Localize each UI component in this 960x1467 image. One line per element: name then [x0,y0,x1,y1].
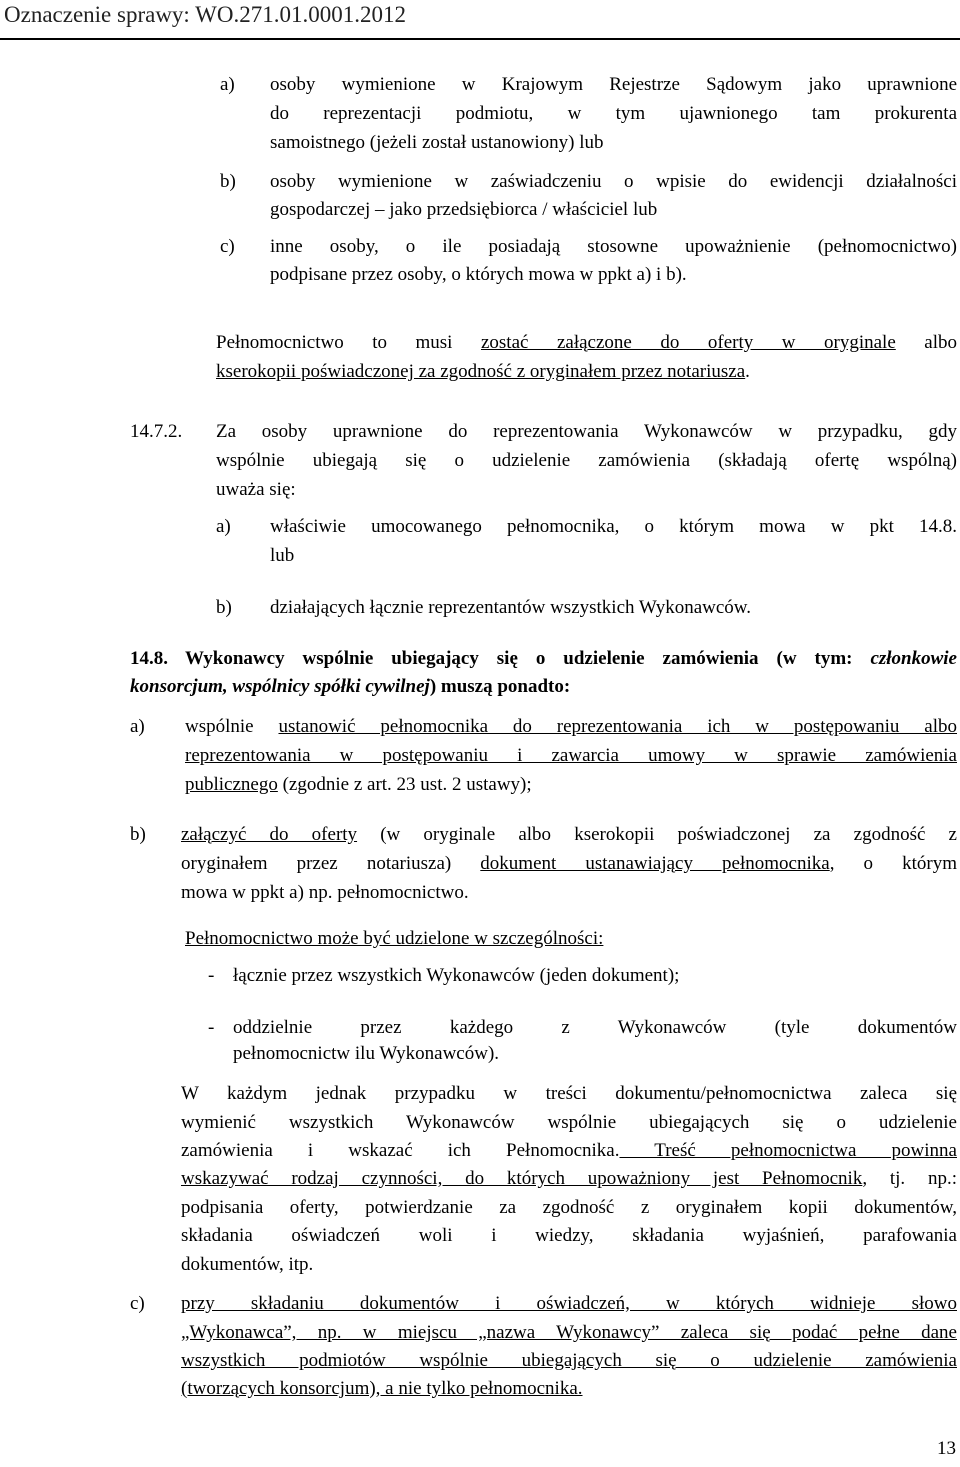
section-14-8-item-c-line3 [181,1350,957,1372]
page-header [0,0,960,40]
item-underlined: dokument ustanawiający pełnomocnika [480,853,830,874]
section-14-8-text: Wykonawcy wspólnie ubiegający się o udzielenie zamówienia (w tym: [185,648,871,669]
proxy-option-joint: łącznie przez wszystkich Wykonawców (jeden dokument); [233,965,680,986]
section-number-14-7-2: 14.7.2. [130,421,183,442]
list-item-b-line2: gospodarczej – jako przedsiębiorca / właściciel lub [270,199,658,220]
dash-marker: - [208,1017,215,1038]
section-14-8-item-a-line3 [185,774,532,796]
section-14-7-2-item-a-line1: właściwie umocowanego pełnomocnika, o którym mowa w pkt 14.8. [270,516,957,537]
proxy-note-text: . [745,361,750,382]
proxy-note-line1 [216,332,957,354]
section-14-8-line2 [130,676,570,698]
section-14-7-2-item-b-line1: działających łącznie reprezentantów wszystkich Wykonawców. [270,597,752,618]
item-text: (w oryginale albo kserokopii poświadczonej za zgodność z [357,824,957,845]
list-label-b: b) [216,597,232,618]
section-14-7-2-line1: Za osoby uprawnione do reprezentowania Wykonawców w przypadku, gdy [216,421,957,442]
item-underlined: (tworzących konsorcjum), a nie tylko pełnomocnika. [181,1378,583,1399]
list-label-a: a) [220,74,235,95]
section-14-8-text: ) muszą ponadto: [429,676,571,697]
proxy-note-line2 [216,361,750,383]
list-label-c: c) [220,236,235,257]
section-14-8-item-c-line2 [181,1322,957,1344]
proxy-note-underlined: zostać załączone do oferty w oryginale [480,332,896,353]
list-label-b: b) [220,171,236,192]
proxy-options-heading: Pełnomocnictwo może być udzielone w szczególności: [185,928,604,949]
paragraph-underlined: wskazywać rodzaj czynności, do których upoważniony jest Pełnomocnik [181,1168,863,1189]
list-item-a-line2: do reprezentacji podmiotu, w tym ujawnionego tam prokurenta [270,103,957,124]
item-underlined: publicznego [185,774,278,795]
item-underlined: przy składaniu dokumentów i oświadczeń, w których widnieje słowo [181,1293,957,1314]
list-item-a-line1: osoby wymienione w Krajowym Rejestrze Sądowym jako uprawnione [270,74,957,95]
section-14-8-item-c-line1 [181,1293,957,1315]
item-underlined: „Wykonawca”, np. w miejscu „nazwa Wykonawcy” zaleca się podać pełne dane [181,1322,957,1343]
item-underlined: reprezentowania w postępowaniu i zawarcia umowy w sprawie zamówienia [185,745,957,766]
section-number-14-8: 14.8. [130,648,168,669]
section-14-7-2-line3: uważa się: [216,479,296,500]
item-text: , o którym [829,853,957,874]
paragraph-text: zamówienia i wskazać ich Pełnomocnika. [181,1140,620,1161]
list-item-b-line1: osoby wymienione w zaświadczeniu o wpisie do ewidencji działalności [270,171,957,192]
paragraph-line7: dokumentów, itp. [181,1254,314,1275]
paragraph-underlined: Treść pełnomocnictwa powinna [619,1140,957,1161]
dash-marker: - [208,965,215,986]
proxy-option-separate-line2: pełnomocnictw ilu Wykonawców). [233,1043,500,1064]
case-reference: Oznaczenie sprawy: WO.271.01.0001.2012 [4,2,406,27]
proxy-note-text: albo [895,332,957,353]
section-14-8-line1 [185,648,957,670]
proxy-note-text: Pełnomocnictwo to musi [216,332,481,353]
list-label-a: a) [130,716,145,737]
paragraph-text: , tj. np.: [862,1168,957,1189]
list-label-a: a) [216,516,231,537]
section-14-7-2-line2: wspólnie ubiegają się o udzielenie zamówienia (składają ofertę wspólną) [216,450,957,471]
section-14-8-item-b-line2 [181,853,957,875]
list-item-c-line2: podpisane przez osoby, o których mowa w ppkt a) i b). [270,264,687,285]
section-14-8-italic: konsorcjum, wspólnicy spółki cywilnej [130,676,430,697]
paragraph-line1: W każdym jednak przypadku w treści dokumentu/pełnomocnictwa zaleca się [181,1083,957,1104]
section-14-8-item-b-line3: mowa w ppkt a) np. pełnomocnictwo. [181,882,469,903]
section-14-8-item-a-line1 [185,716,957,738]
section-14-8-item-c-line4 [181,1378,583,1400]
list-item-c-line1: inne osoby, o ile posiadają stosowne upoważnienie (pełnomocnictwo) [270,236,957,257]
proxy-option-separate-line1: oddzielnie przez każdego z Wykonawców (tyle dokumentów [233,1017,957,1038]
item-text: wspólnie [185,716,279,737]
page-number: 13 [937,1438,956,1459]
proxy-note-underlined: kserokopii poświadczonej za zgodność z oryginałem przez notariusza [216,361,746,382]
item-underlined: wszystkich podmiotów wspólnie ubiegających się o udzielenie zamówienia [181,1350,957,1371]
list-label-c: c) [130,1293,145,1314]
item-text: oryginałem przez notariusza) [181,853,481,874]
paragraph-line6: składania oświadczeń woli i wiedzy, składania wyjaśnień, parafowania [181,1225,957,1246]
section-14-8-item-b-line1 [181,824,957,846]
paragraph-line4 [181,1168,957,1190]
item-underlined: ustanowić pełnomocnika do reprezentowania ich w postępowaniu albo [278,716,957,737]
paragraph-line5: podpisania oferty, potwierdzanie za zgodność z oryginałem kopii dokumentów, [181,1197,957,1218]
section-14-8-italic: członkowie [870,648,957,669]
paragraph-line2: wymienić wszystkich Wykonawców wspólnie ubiegających się o udzielenie [181,1112,957,1133]
section-14-8-item-a-line2 [185,745,957,767]
item-underlined: załączyć do oferty [181,824,358,845]
paragraph-line3 [181,1140,957,1162]
item-text: (zgodnie z art. 23 ust. 2 ustawy); [277,774,532,795]
list-label-b: b) [130,824,146,845]
section-14-7-2-item-a-line2: lub [270,545,295,566]
list-item-a-line3: samoistnego (jeżeli został ustanowiony) lub [270,132,604,153]
